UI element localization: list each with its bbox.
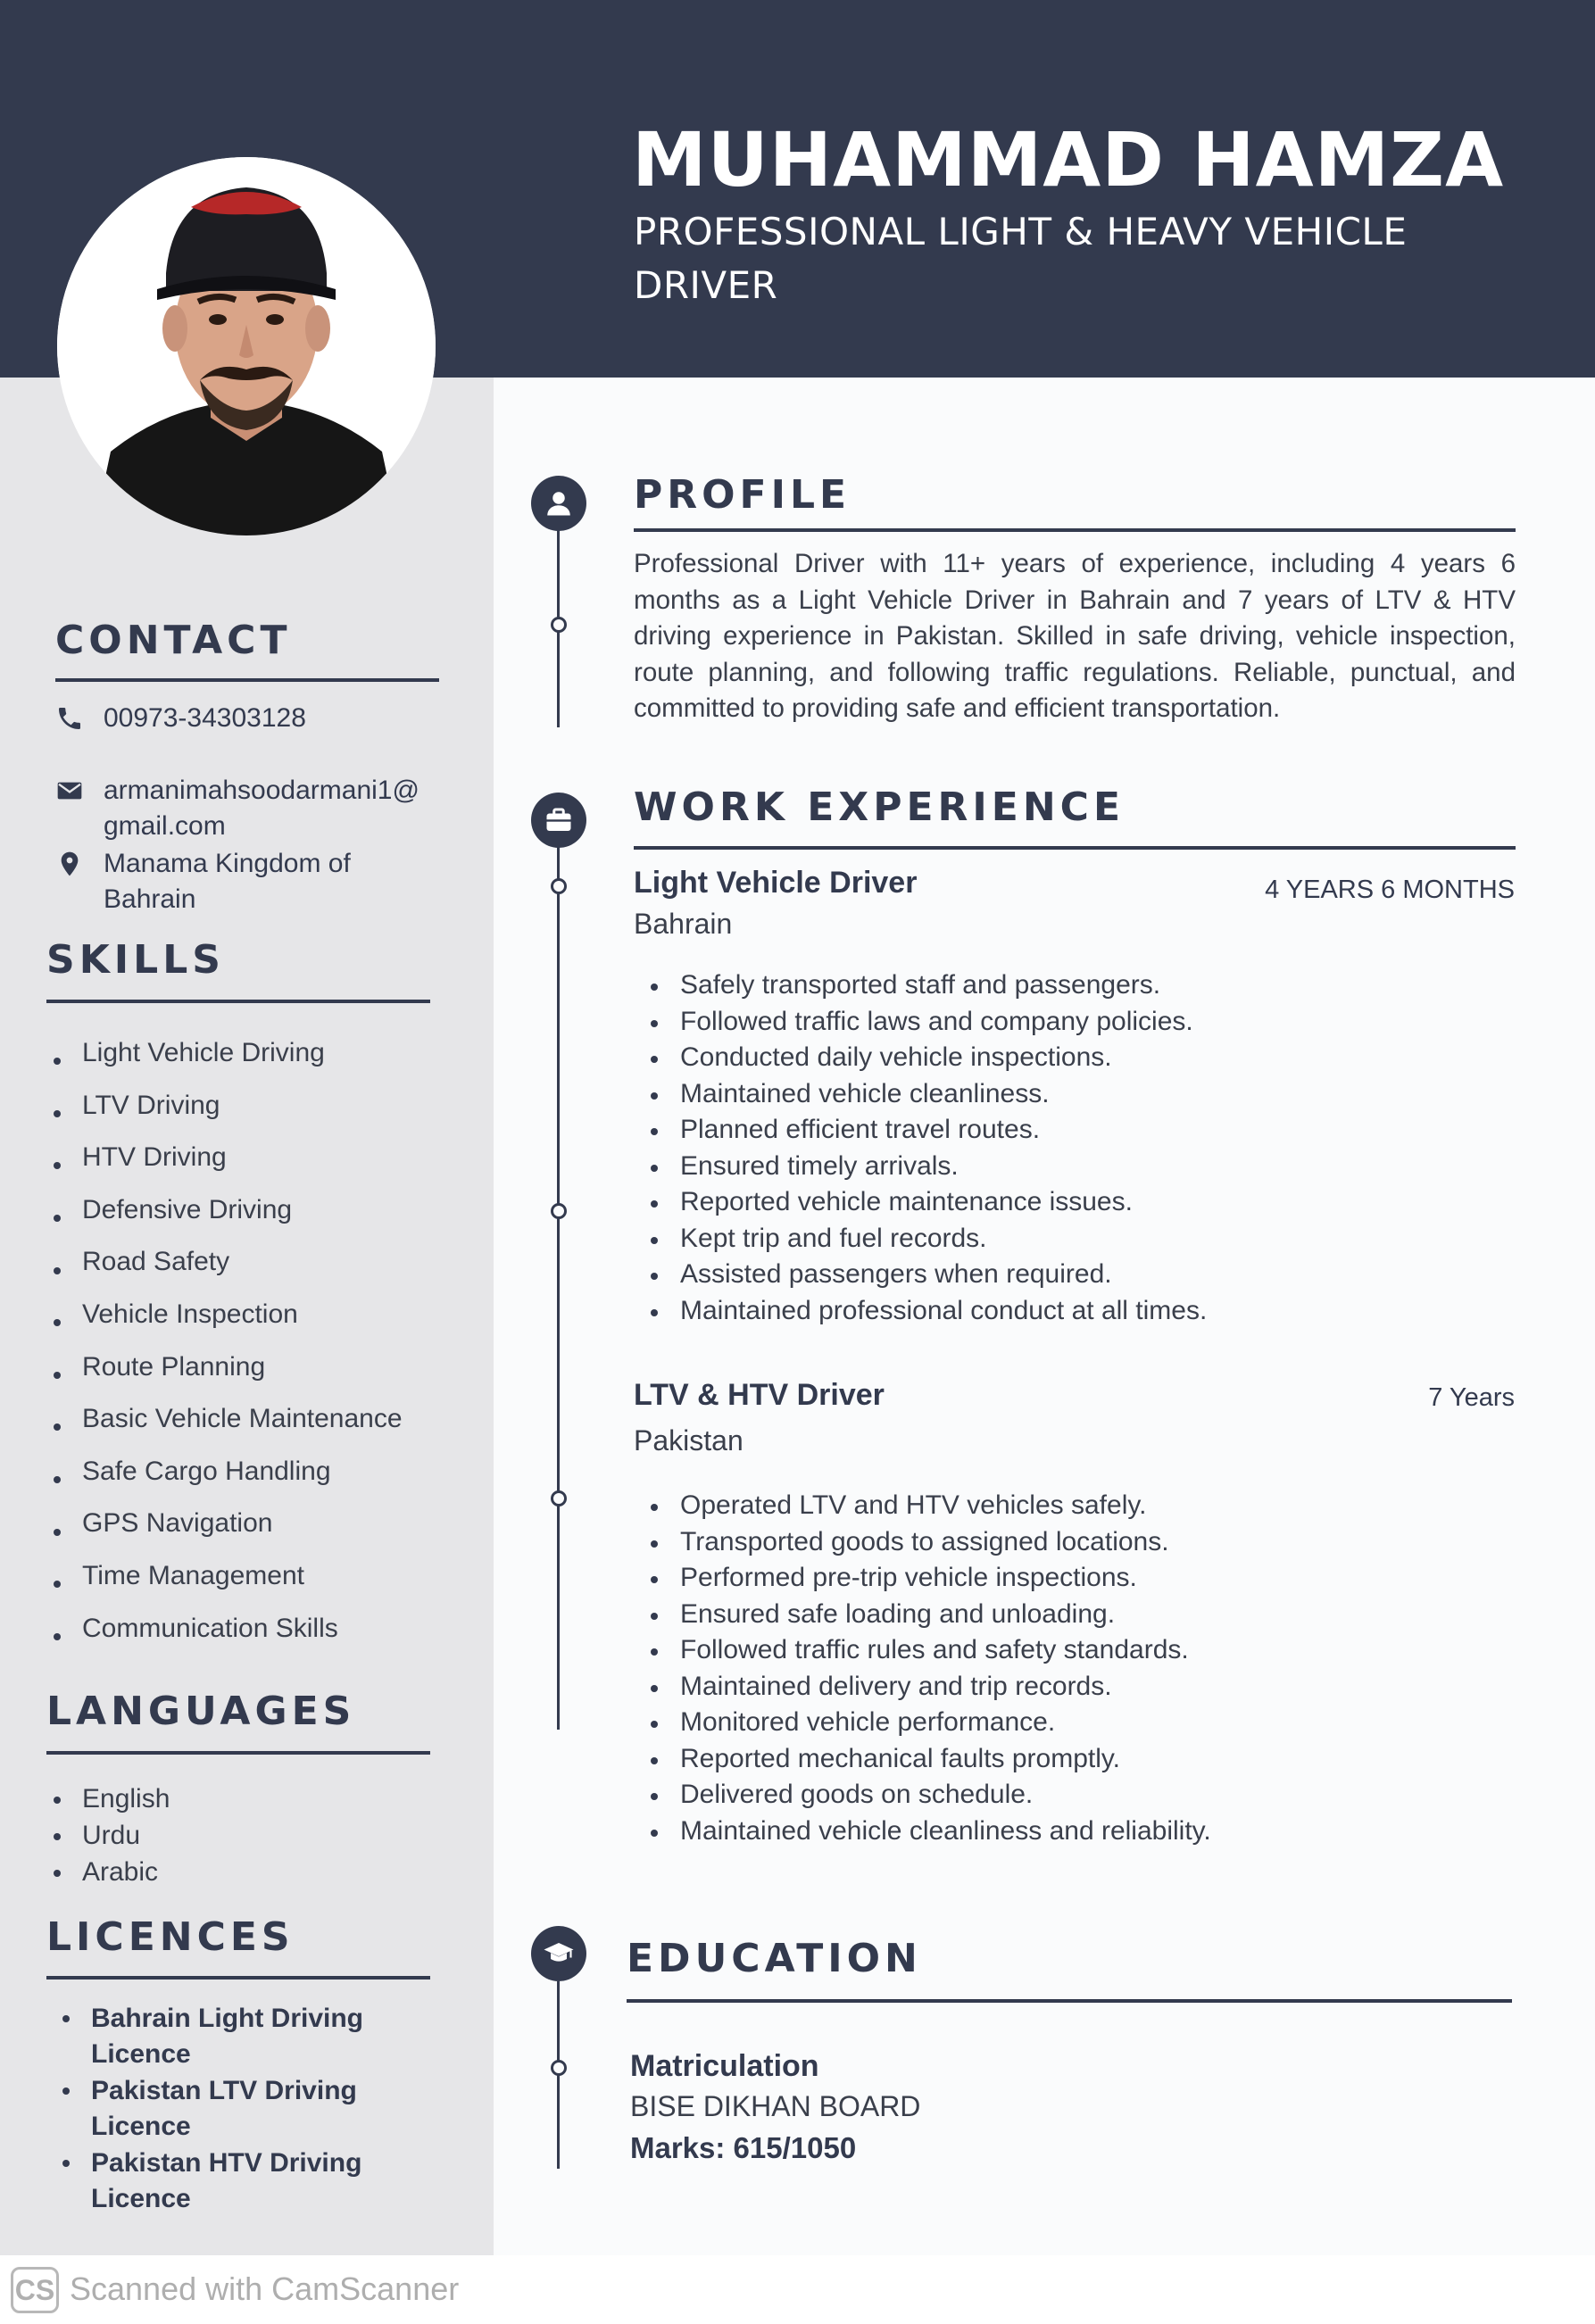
skill-item: Defensive Driving xyxy=(46,1192,403,1245)
skill-item: Safe Cargo Handling xyxy=(46,1454,403,1506)
job-location: Bahrain xyxy=(634,908,733,940)
skills-list xyxy=(46,1035,403,1663)
duty-item: Operated LTV and HTV vehicles safely. xyxy=(644,1488,1211,1524)
profile-photo xyxy=(57,157,436,535)
camscanner-watermark: Scanned with CamScanner xyxy=(70,2270,460,2307)
profile-heading: PROFILE xyxy=(634,472,851,518)
languages-heading: LANGUAGES xyxy=(46,1689,356,1734)
skill-item: Basic Vehicle Maintenance xyxy=(46,1401,403,1454)
skill-item: Road Safety xyxy=(46,1244,403,1297)
job-title: Light Vehicle Driver xyxy=(634,866,918,900)
education-board: BISE DIKHAN BOARD xyxy=(630,2090,921,2122)
skill-item: GPS Navigation xyxy=(46,1506,403,1558)
timeline-line-profile xyxy=(557,500,560,727)
job-duties-list xyxy=(644,1488,1211,1849)
duty-item: Followed traffic rules and safety standards. xyxy=(644,1632,1211,1669)
duty-item: Safely transported staff and passengers. xyxy=(644,967,1207,1004)
skill-item: Vehicle Inspection xyxy=(46,1297,403,1349)
skill-item: Time Management xyxy=(46,1558,403,1611)
skill-item: Light Vehicle Driving xyxy=(46,1035,403,1088)
duty-item: Performed pre-trip vehicle inspections. xyxy=(644,1560,1211,1597)
education-marks: Marks: 615/1050 xyxy=(630,2131,857,2164)
person-name: MUHAMMAD HAMZA xyxy=(632,116,1505,203)
experience-heading: WORK EXPERIENCE xyxy=(634,784,1125,830)
mail-icon xyxy=(55,776,84,805)
duty-item: Delivered goods on schedule. xyxy=(644,1777,1211,1814)
duty-item: Maintained vehicle cleanliness. xyxy=(644,1076,1207,1113)
licences-divider xyxy=(46,1976,430,1980)
education-degree: Matriculation xyxy=(630,2049,819,2083)
timeline-dot xyxy=(551,617,567,633)
duty-item: Assisted passengers when required. xyxy=(644,1257,1207,1293)
licence-item: Pakistan HTV Driving Licence xyxy=(55,2146,448,2217)
duty-item: Ensured timely arrivals. xyxy=(644,1149,1207,1185)
licence-item: Pakistan LTV Driving Licence xyxy=(55,2073,448,2145)
profile-summary: Professional Driver with 11+ years of experience, including 4 years 6 months as a Light Vehicle Driver in Bahrain and 7 years of LTV & HTV driving experience in Pakistan. Skilled in safe driving, vehicle inspection, route planning, and following traffic regulations. Reliable, punctual, and committed to providing safe and efficient transportation. xyxy=(634,549,1516,723)
job-title-header: PROFESSIONAL LIGHT & HEAVY VEHICLE DRIVER xyxy=(634,210,1408,307)
duty-item: Maintained delivery and trip records. xyxy=(644,1669,1211,1706)
camscanner-logo: CS xyxy=(11,2267,59,2313)
phone-number: 00973-34303128 xyxy=(104,703,306,733)
language-item: Urdu xyxy=(46,1818,170,1855)
education-section-icon xyxy=(531,1926,586,1981)
skill-item: Communication Skills xyxy=(46,1611,403,1664)
profile-section-icon xyxy=(531,476,586,531)
languages-divider xyxy=(46,1751,430,1755)
address-text: Manama Kingdom of Bahrain xyxy=(104,849,351,914)
job-duties-list xyxy=(644,967,1207,1329)
skills-heading: SKILLS xyxy=(46,937,225,983)
phone-icon xyxy=(55,704,84,733)
education-divider xyxy=(627,1999,1512,2003)
duty-item: Reported mechanical faults promptly. xyxy=(644,1741,1211,1778)
timeline-dot xyxy=(551,878,567,894)
duty-item: Planned efficient travel routes. xyxy=(644,1112,1207,1149)
user-icon xyxy=(543,487,575,519)
licences-heading: LICENCES xyxy=(46,1914,295,1960)
skill-item: LTV Driving xyxy=(46,1088,403,1141)
timeline-dot xyxy=(551,2060,567,2076)
location-pin-icon xyxy=(55,850,84,878)
experience-divider xyxy=(634,846,1516,850)
duty-item: Transported goods to assigned locations. xyxy=(644,1524,1211,1561)
graduation-cap-icon xyxy=(543,1938,575,1970)
email-address: armanimahsoodarmani1@ gmail.com xyxy=(104,776,420,841)
language-item: English xyxy=(46,1781,170,1818)
contact-heading: CONTACT xyxy=(55,618,292,663)
skill-item: HTV Driving xyxy=(46,1140,403,1192)
profile-divider xyxy=(634,528,1516,532)
duty-item: Followed traffic laws and company policies. xyxy=(644,1004,1207,1041)
language-item: Arabic xyxy=(46,1855,170,1891)
job-title: LTV & HTV Driver xyxy=(634,1378,885,1412)
skills-divider xyxy=(46,1000,430,1003)
skill-item: Route Planning xyxy=(46,1349,403,1402)
job-duration: 4 YEARS 6 MONTHS xyxy=(1265,876,1515,904)
briefcase-icon xyxy=(543,804,575,836)
duty-item: Maintained professional conduct at all times. xyxy=(644,1293,1207,1330)
duty-item: Kept trip and fuel records. xyxy=(644,1221,1207,1257)
licences-list xyxy=(55,2001,448,2218)
timeline-dot xyxy=(551,1203,567,1219)
duty-item: Reported vehicle maintenance issues. xyxy=(644,1184,1207,1221)
timeline-line-experience xyxy=(557,821,560,1730)
contact-divider xyxy=(55,678,439,682)
timeline-dot xyxy=(551,1490,567,1506)
languages-list xyxy=(46,1781,170,1891)
duty-item: Ensured safe loading and unloading. xyxy=(644,1597,1211,1633)
duty-item: Conducted daily vehicle inspections. xyxy=(644,1040,1207,1076)
education-heading: EDUCATION xyxy=(627,1936,922,1981)
duty-item: Monitored vehicle performance. xyxy=(644,1705,1211,1741)
job-location: Pakistan xyxy=(634,1424,744,1457)
experience-section-icon xyxy=(531,793,586,848)
duty-item: Maintained vehicle cleanliness and reliability. xyxy=(644,1814,1211,1850)
licence-item: Bahrain Light Driving Licence xyxy=(55,2001,448,2072)
job-duration: 7 Years xyxy=(1428,1383,1515,1412)
